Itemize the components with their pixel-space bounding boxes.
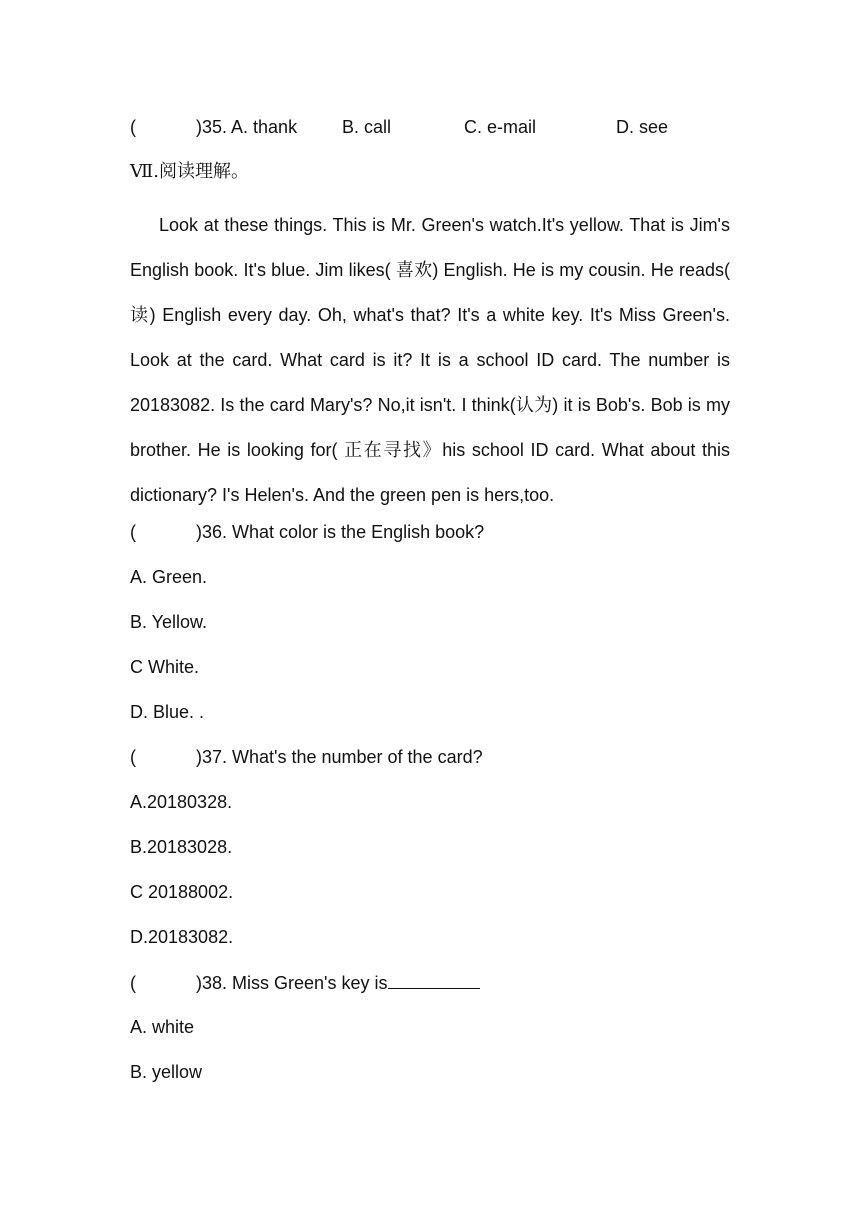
question-37-option-b: B.20183028. [130,837,233,857]
question-37-option-d: D.20183082. [130,927,234,947]
question-36-option-d: D. Blue. . [130,702,205,722]
question-37-option-c: C 20188002. [130,882,234,902]
passage-text: Look at these things. This is Mr. Green's watch.It's yellow. That is Jim's English book. It's blue. Jim likes( 喜欢) English. He is my cousin. He reads( 读) English every day. Oh, what's that? It's a white key. It's Miss Green's. Look at the card. What card is it? It is a school ID card. The number is 20183082. Is the card Mary's? No,it isn't. I think(认为) it is Bob's. Bob is my brother. He is looking for( 正在寻找》his school ID card. What about this dictionary? I's Helen's. And the green pen is hers,too. [130,215,730,505]
question-35-option-d: D. see [616,117,669,137]
question-35-option-c: C. e-mail [464,117,537,137]
answer-blank[interactable] [388,970,480,989]
question-35-stem: ( )35. A. thank [130,117,298,137]
question-36-stem: ( )36. What color is the English book? [130,522,485,542]
question-35-option-b: B. call [342,117,392,137]
reading-passage [130,203,730,518]
question-36-option-a: A. Green. [130,567,208,587]
question-36-option-b: B. Yellow. [130,612,208,632]
question-38-option-a: A. white [130,1017,195,1037]
question-36-option-c: C White. [130,657,200,677]
question-38-option-b: B. yellow [130,1062,203,1082]
question-38 [130,970,730,995]
question-37-stem: ( )37. What's the number of the card? [130,747,483,767]
question-38-stem: ( )38. Miss Green's key is [130,973,388,993]
question-37-option-a: A.20180328. [130,792,233,812]
section-title: Ⅶ.阅读理解。 [130,161,249,182]
